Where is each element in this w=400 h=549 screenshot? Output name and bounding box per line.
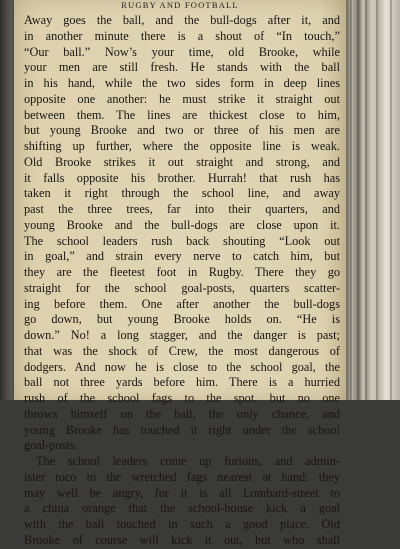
body-text — [14, 13, 346, 549]
text-line: throws himself on the ball, the only chance, and — [24, 406, 340, 421]
text-line: with the ball touched in such a good place. Old — [24, 517, 340, 531]
text-line: shifting up further, where the opposite line is weak. — [24, 139, 340, 153]
text-line: go down, but young Brooke holds on. “He is — [24, 312, 340, 327]
text-line: past the three trees, far into their quarters, and — [24, 202, 340, 216]
text-line: ister toco to the wretched fags nearest at hand: they — [24, 469, 340, 484]
text-line: opposite one another: he must strike it straight out — [24, 91, 340, 106]
text-line: between them. The lines are thickest close to him, — [24, 107, 340, 122]
text-line: they are the fleetest foot in Rugby. There they go — [24, 265, 340, 279]
text-line: goal-posts. — [24, 438, 78, 453]
book-page — [14, 0, 346, 547]
text-line: The school leaders come up furious, and admin- — [36, 454, 340, 468]
text-line: young Brooke and the bull-dogs are close upon it. — [24, 217, 340, 232]
text-line: in goal,” and strain every nerve to catch him, but — [24, 249, 340, 264]
text-line: Away goes the ball, and the bull-dogs after it, and — [24, 13, 340, 27]
text-line: “Our ball.” Now’s your time, old Brooke, while — [24, 44, 340, 59]
text-line: may well be angry, for it is all Lombard-street to — [24, 485, 340, 500]
text-line: but young Brooke and two or three of his men are — [24, 123, 340, 138]
text-line: dodgers. And now he is close to the school goal, the — [24, 359, 340, 374]
text-line: a china orange that the school-house kick a goal — [24, 501, 340, 516]
text-line: down.” No! a long stagger, and the danger is past; — [24, 328, 340, 342]
text-line: straight for the school goal-posts, quarters scatter- — [24, 280, 340, 295]
text-line: Old Brooke strikes it out straight and strong, and — [24, 154, 340, 169]
text-line: ball not three yards before him. There is a hurried — [24, 375, 340, 390]
text-line: Brooke of course will kick it out, but who shall — [24, 532, 340, 547]
text-line: your men are still fresh. He stands with the ball — [24, 60, 340, 75]
text-line: rush of the school fags to the spot, but no one — [24, 391, 340, 405]
page-edges — [346, 0, 400, 400]
text-line: taken it right through the school line, and away — [24, 186, 340, 201]
text-line: in another minute there is a shout of “In touch,” — [24, 28, 340, 43]
text-line: The school leaders rush back shouting “Look out — [24, 233, 340, 248]
text-line: ing before them. One after another the bull-dogs — [24, 296, 340, 311]
text-line: young Brooke has touched it right under the school — [24, 422, 340, 437]
text-line: it falls opposite his brother. Hurrah! that rush has — [24, 170, 340, 185]
text-line: in his hand, while the two sides form in deep lines — [24, 76, 340, 90]
text-line: that was the shock of Crew, the most dangerous of — [24, 343, 340, 358]
running-head: RUGBY AND FOOTBALL — [121, 0, 239, 10]
